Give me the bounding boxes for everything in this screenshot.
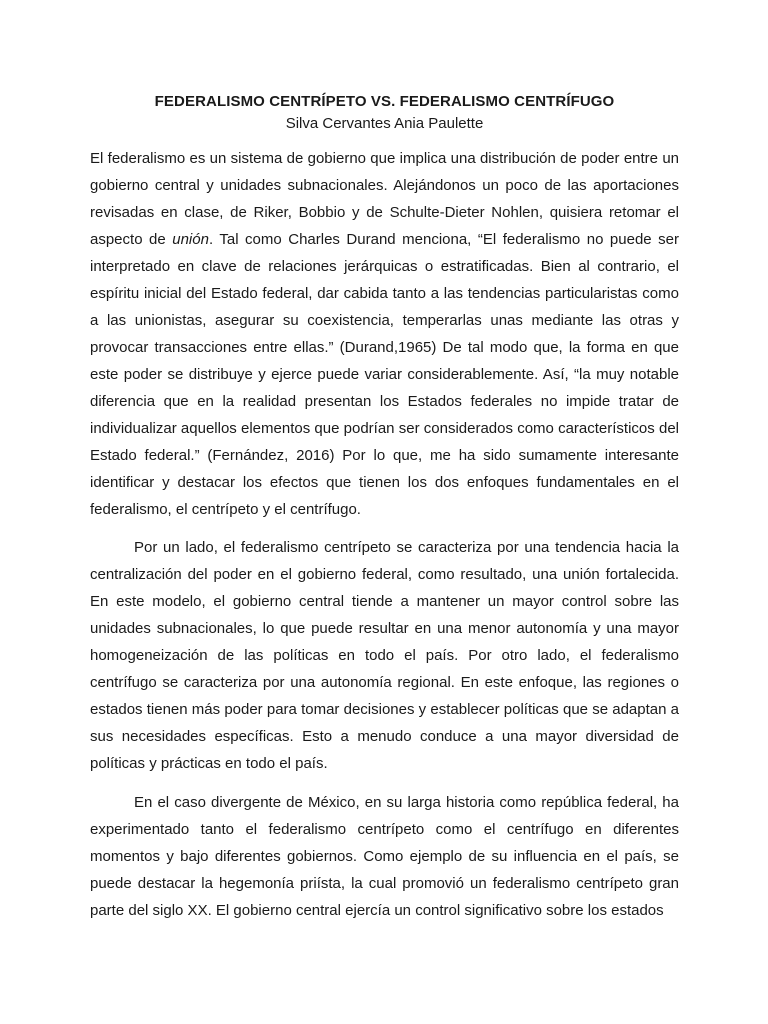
document-page <box>90 92 679 924</box>
document-title: FEDERALISMO CENTRÍPETO VS. FEDERALISMO CENTRÍFUGO <box>154 93 615 110</box>
paragraph-3: En el caso divergente de México, en su larga historia como república federal, ha experimentado tanto el federalismo centrípeto como el centrífugo en diferentes momentos y bajo diferentes gobiernos. Como ejemplo de su influencia en el país, se puede destacar la hegemonía priísta, la cual promovió un federalismo centrípeto gran parte del siglo XX. El gobierno central ejercía un control significativo sobre los estados <box>90 794 679 919</box>
paragraph-1-part-1: El federalismo es un sistema de gobierno que implica una distribución de poder entre un gobierno central y unidades subnacionales. Alejándonos un poco de las aportaciones revisadas en clase, de Riker, Bobbio y de Schulte-Dieter Nohlen, quisiera retomar el aspecto de <box>90 150 679 248</box>
paragraph-1-emphasis: unión <box>172 231 209 248</box>
paragraph-1-part-2: . Tal como Charles Durand menciona, “El federalismo no puede ser interpretado en clave de relaciones jerárquicas o estratificadas. Bien al contrario, el espíritu inicial del Estado federal, dar cabida tanto a las tendencias particularistas como a las unionistas, asegurar su coexistencia, temperarlas unas mediante las otras y provocar transacciones entre ellas.” (Durand,1965) De tal modo que, la forma en que este poder se distribuye y ejerce puede variar considerablemente. Así, “la muy notable diferencia que en la realidad presentan los Estados federales no impide tratar de individualizar aquellos elementos que podrían ser considerados como característicos del Estado federal.” (Fernández, 2016) Por lo que, me ha sido sumamente interesante identificar y destacar los efectos que tienen los dos enfoques fundamentales en el federalismo, el centrípeto y el centrífugo. <box>90 231 679 518</box>
paragraph-1 <box>90 145 679 523</box>
paragraph-2: Por un lado, el federalismo centrípeto se caracteriza por una tendencia hacia la centralización del poder en el gobierno federal, como resultado, una unión fortalecida. En este modelo, el gobierno central tiende a mantener un mayor control sobre las unidades subnacionales, lo que puede resultar en una menor autonomía y una mayor homogeneización de las políticas en todo el país. Por otro lado, el federalismo centrífugo se caracteriza por una autonomía regional. En este enfoque, las regiones o estados tienen más poder para tomar decisiones y establecer políticas que se adaptan a sus necesidades específicas. Esto a menudo conduce a una mayor diversidad de políticas y prácticas en todo el país. <box>90 539 679 772</box>
document-author: Silva Cervantes Ania Paulette <box>285 115 484 132</box>
